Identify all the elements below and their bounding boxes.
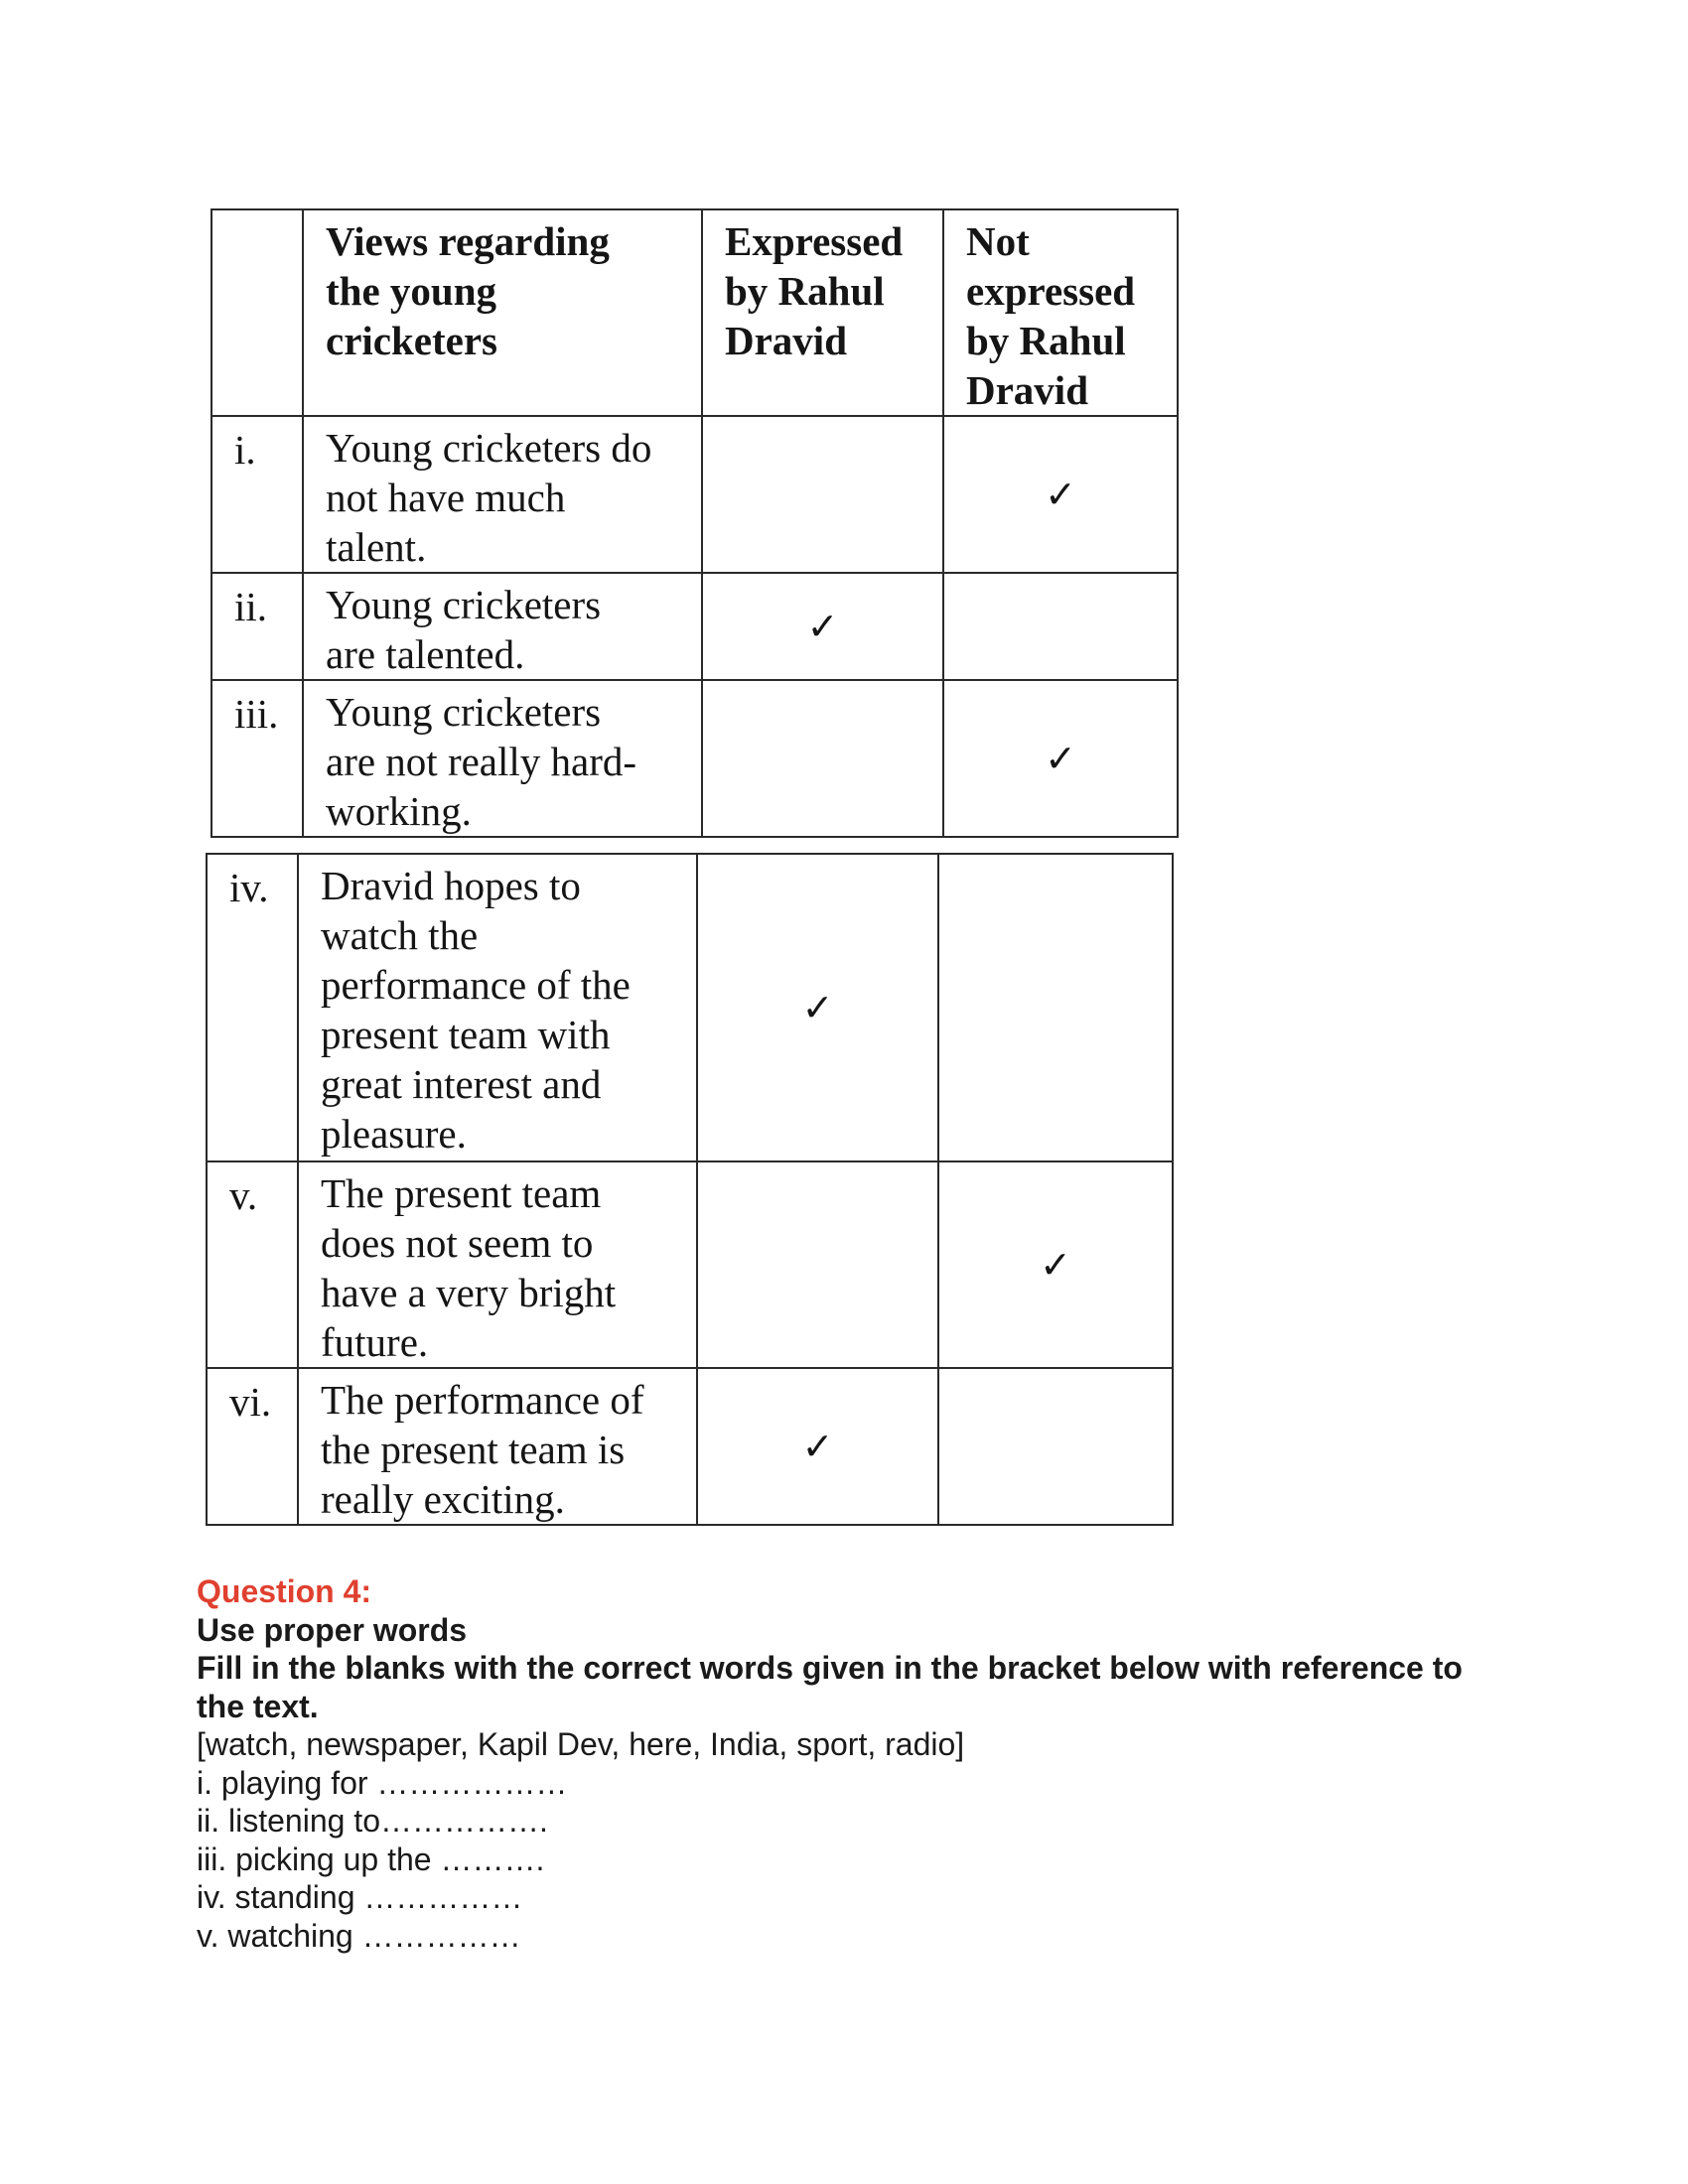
not-expressed-check-cell bbox=[938, 854, 1173, 1161]
question-section bbox=[197, 1572, 1507, 1955]
row-view: Dravid hopes to watch the performance of the present team with great interest and pleasure. bbox=[298, 854, 697, 1161]
row-view: Young cricketers do not have much talent. bbox=[303, 416, 702, 573]
table-row bbox=[211, 573, 1178, 680]
row-view: The present team does not seem to have a very bright future. bbox=[298, 1161, 697, 1368]
row-view: Young cricketers are not really hard- working. bbox=[303, 680, 702, 837]
expressed-check-cell: ✓ bbox=[697, 854, 938, 1161]
question-instruction: Fill in the blanks with the correct words given in the bracket below with reference to the text. bbox=[197, 1650, 1463, 1724]
question-heading: Use proper words bbox=[197, 1611, 468, 1648]
expressed-check-cell: ✓ bbox=[697, 1368, 938, 1525]
question-title: Question 4: bbox=[197, 1573, 372, 1609]
table-row bbox=[207, 854, 1173, 1161]
header-expressed: Expressed by Rahul Dravid bbox=[702, 209, 943, 416]
expressed-check-cell: ✓ bbox=[702, 573, 943, 680]
row-number: ii. bbox=[211, 573, 303, 680]
table-row bbox=[211, 680, 1178, 837]
header-number-cell bbox=[211, 209, 303, 416]
table-row bbox=[207, 1161, 1173, 1368]
header-not-expressed: Not expressed by Rahul Dravid bbox=[943, 209, 1178, 416]
header-views: Views regarding the young cricketers bbox=[303, 209, 702, 416]
not-expressed-check-cell bbox=[938, 1368, 1173, 1525]
table-row bbox=[211, 416, 1178, 573]
blank-item: v. watching …………… bbox=[197, 1917, 521, 1954]
word-bank: [watch, newspaper, Kapil Dev, here, India, sport, radio] bbox=[197, 1726, 965, 1762]
row-number: i. bbox=[211, 416, 303, 573]
blank-item: iii. picking up the ………. bbox=[197, 1841, 545, 1877]
table-header-row bbox=[211, 209, 1178, 416]
not-expressed-check-cell: ✓ bbox=[943, 680, 1178, 837]
views-table-part-1 bbox=[211, 208, 1179, 838]
expressed-check-cell bbox=[702, 416, 943, 573]
row-number: iv. bbox=[207, 854, 298, 1161]
blank-item: ii. listening to……………. bbox=[197, 1803, 548, 1839]
table-row bbox=[207, 1368, 1173, 1525]
row-number: iii. bbox=[211, 680, 303, 837]
expressed-check-cell bbox=[702, 680, 943, 837]
not-expressed-check-cell bbox=[943, 573, 1178, 680]
not-expressed-check-cell: ✓ bbox=[943, 416, 1178, 573]
blank-item: iv. standing …………… bbox=[197, 1879, 523, 1915]
row-number: vi. bbox=[207, 1368, 298, 1525]
blank-item: i. playing for ……………… bbox=[197, 1764, 568, 1801]
not-expressed-check-cell: ✓ bbox=[938, 1161, 1173, 1368]
views-table-part-2 bbox=[206, 853, 1174, 1526]
row-view: The performance of the present team is really exciting. bbox=[298, 1368, 697, 1525]
row-number: v. bbox=[207, 1161, 298, 1368]
expressed-check-cell bbox=[697, 1161, 938, 1368]
row-view: Young cricketers are talented. bbox=[303, 573, 702, 680]
